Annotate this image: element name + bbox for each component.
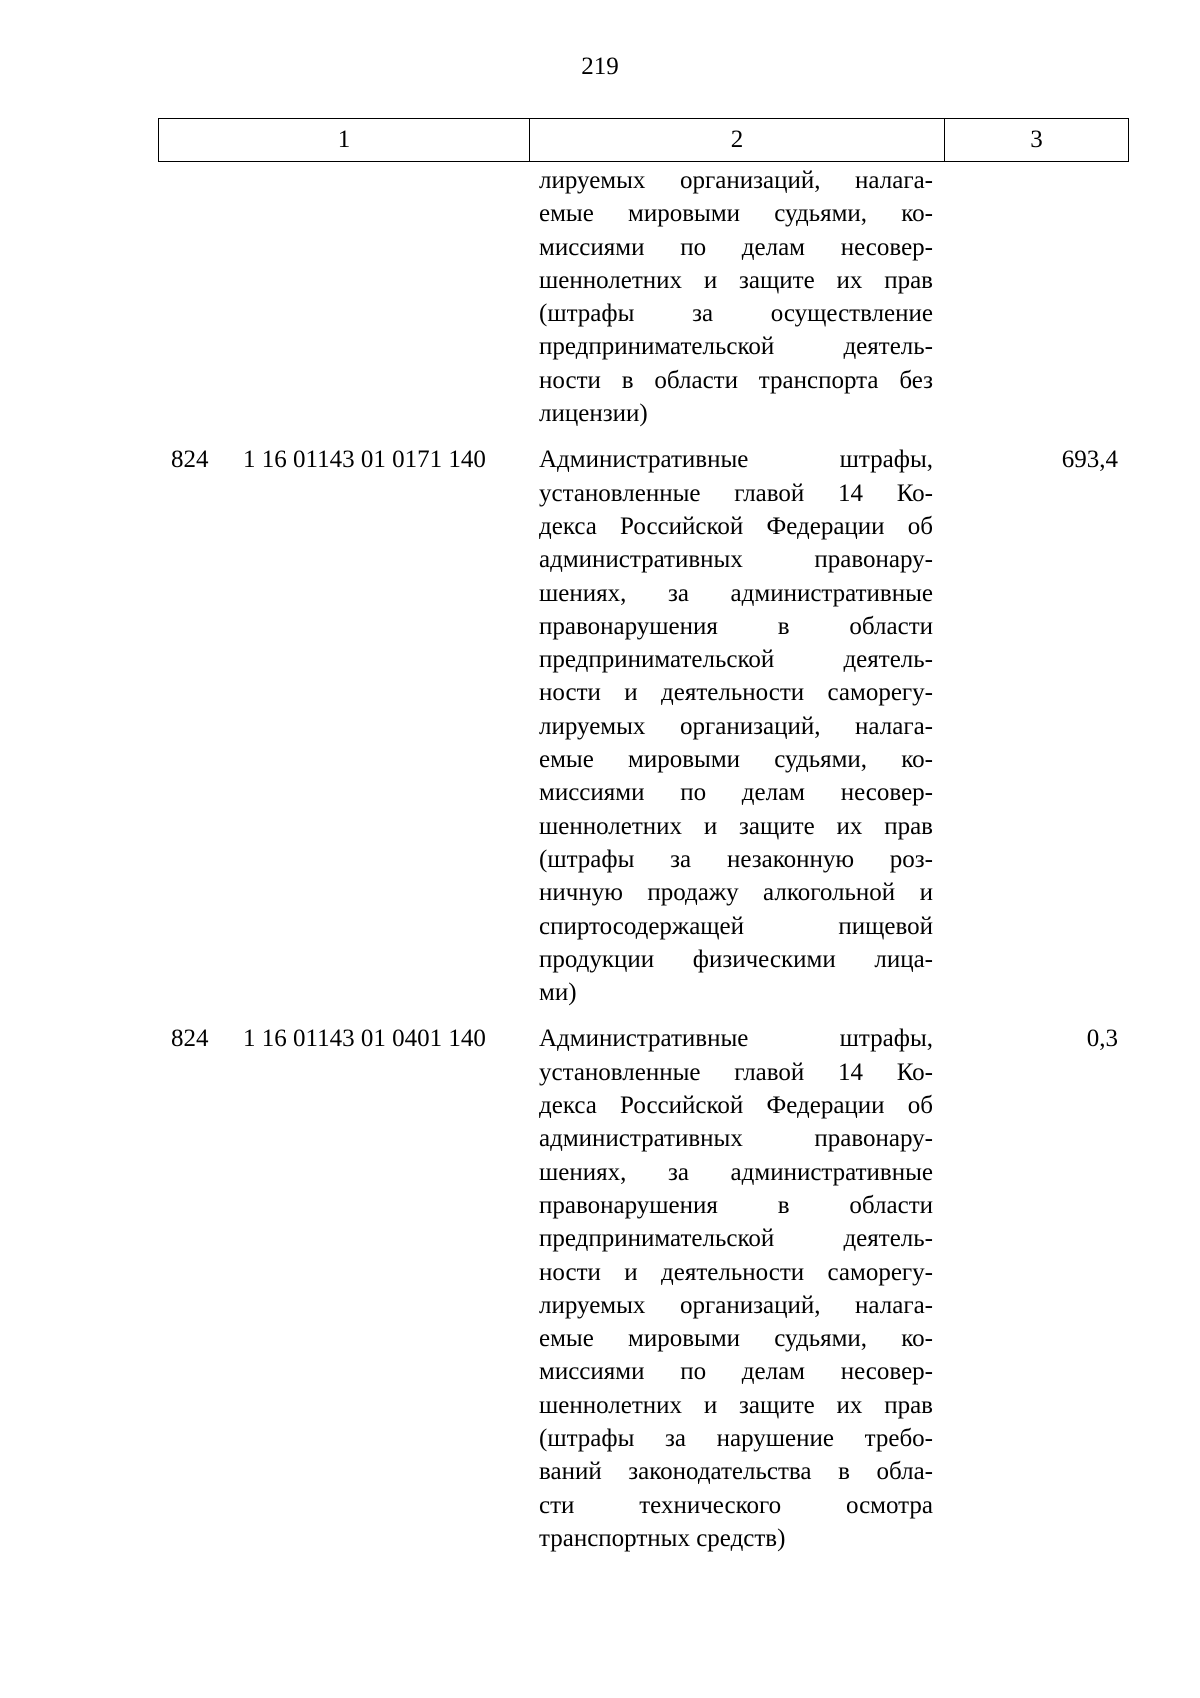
- description-line: миссиями по делам несовер-: [539, 233, 933, 261]
- admin-code-cell: 824: [171, 446, 209, 474]
- description-line: лируемых организаций, налага-: [539, 1291, 933, 1319]
- description-line: декса Российской Федерации об: [539, 512, 933, 540]
- description-line: продукции физическими лица-: [539, 945, 933, 973]
- description-line: емые мировыми судьями, ко-: [539, 200, 933, 228]
- amount-cell: 693,4: [1061, 446, 1118, 474]
- description-line: транспортных средств): [539, 1524, 786, 1552]
- description-line: декса Российской Федерации об: [539, 1092, 933, 1120]
- description-line: ничную продажу алкогольной и: [539, 879, 933, 907]
- description-line: лируемых организаций, налага-: [539, 712, 933, 740]
- description-line: лицензии): [539, 400, 648, 428]
- description-cell: [539, 1022, 933, 1555]
- description-line: ности и деятельности саморегу-: [539, 1258, 933, 1286]
- description-line: (штрафы за осуществление: [539, 300, 933, 328]
- table-header-col-3: 3: [1030, 126, 1043, 153]
- description-line: предпринимательской деятель-: [539, 333, 933, 361]
- description-line: (штрафы за нарушение требо-: [539, 1424, 933, 1452]
- page-number: 219: [581, 53, 619, 80]
- description-line: установленные главой 14 Ко-: [539, 1058, 933, 1086]
- budget-code-cell: 1 16 01143 01 0401 140: [243, 1025, 486, 1053]
- description-line: ми): [539, 979, 577, 1007]
- table-body: [0, 164, 1200, 1555]
- table-header: [158, 118, 1129, 162]
- table-row: [0, 164, 1200, 430]
- budget-code-cell: 1 16 01143 01 0171 140: [243, 446, 486, 474]
- table-row: [0, 1022, 1200, 1555]
- description-line: шеннолетних и защите их прав: [539, 266, 933, 294]
- description-line: миссиями по делам несовер-: [539, 1358, 933, 1386]
- description-line: ваний законодательства в обла-: [539, 1458, 933, 1486]
- description-line: предпринимательской деятель-: [539, 646, 933, 674]
- description-line: емые мировыми судьями, ко-: [539, 746, 933, 774]
- description-line: установленные главой 14 Ко-: [539, 479, 933, 507]
- description-line: спиртосодержащей пищевой: [539, 912, 933, 940]
- description-line: (штрафы за незаконную роз-: [539, 845, 933, 873]
- description-cell: [539, 443, 933, 1009]
- description-line: емые мировыми судьями, ко-: [539, 1325, 933, 1353]
- description-line: Административные штрафы,: [539, 446, 933, 474]
- description-line: ности и деятельности саморегу-: [539, 679, 933, 707]
- description-line: миссиями по делам несовер-: [539, 779, 933, 807]
- table-row: [0, 443, 1200, 1009]
- amount-cell: 0,3: [1086, 1025, 1118, 1053]
- description-line: лируемых организаций, налага-: [539, 167, 933, 194]
- description-line: шениях, за административные: [539, 579, 933, 607]
- description-line: шеннолетних и защите их прав: [539, 1391, 933, 1419]
- description-cell: [539, 164, 933, 430]
- description-line: ности в области транспорта без: [539, 366, 933, 394]
- table-header-col-1: 1: [159, 119, 530, 161]
- description-line: шеннолетних и защите их прав: [539, 812, 933, 840]
- description-line: предпринимательской деятель-: [539, 1225, 933, 1253]
- description-line: административных правонару-: [539, 1125, 933, 1153]
- admin-code-cell: 824: [171, 1025, 209, 1053]
- description-line: сти технического осмотра: [539, 1491, 933, 1519]
- description-line: правонарушения в области: [539, 612, 933, 640]
- description-line: административных правонару-: [539, 546, 933, 574]
- table-header-col-2: 2: [530, 119, 945, 161]
- description-line: Административные штрафы,: [539, 1025, 933, 1053]
- description-line: правонарушения в области: [539, 1191, 933, 1219]
- description-line: шениях, за административные: [539, 1158, 933, 1186]
